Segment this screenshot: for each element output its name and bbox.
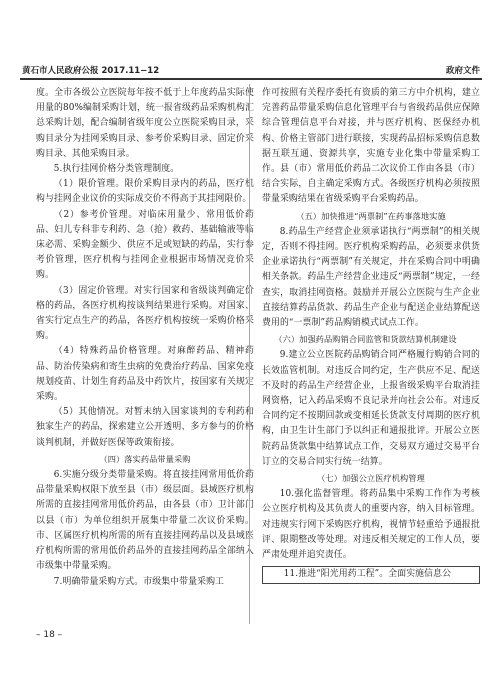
- paragraph: 6.实施分级分类带量采购。将直接挂网常用低价药品带量采购权限下放至县（市）级层面。县域医疗机构所需的直接挂网常用低价药品，由各县（市）卫计部门以县（市）为单位组织开展集中带量二次议价采购。市、区属医疗机构所需的所有直接挂网药品以及县域医疗机构所需的常用低价药品外的直接挂网药品全部纳入市级集中带量采购。: [36, 470, 254, 572]
- header-rule: [20, 78, 482, 80]
- page-number: – 18 –: [36, 630, 63, 640]
- column-divider: [249, 84, 250, 624]
- section-subheading: （六）加强药品购销合同监管和货款结算机制建设: [274, 334, 457, 345]
- paragraph: 10.强化监督管理。将药品集中采购工作作为考核公立医疗机构及其负责人的重要内容，纳入目标管理。对违规实行网下采购医疗机构，视情节轻重给予通报批评、限期整改等处理。对违反相关规定的工作人员，要严肃处理并追究责任。: [262, 489, 480, 561]
- right-column: [262, 86, 480, 584]
- paragraph: 11.推进“阳光用药工程”。全面实施信息公: [262, 566, 480, 583]
- paragraph: 5.执行挂网价格分类管理制度。: [53, 164, 180, 175]
- paragraph: （1）限价管理。限价采购目录内的药品，医疗机构与挂网企业议价的实际成交价不得高于其挂网限价。: [36, 179, 254, 205]
- paragraph: 度。全市各级公立医院每年按不低于上年度药品实际使用量的80%编制采购计划，统一报省级药品采购机构汇总采购计划，配合编制省级年度公立医院采购目录，采购目录分为挂网采购目录、参考价采购目录、固定价采购目录、其他采购目录。: [36, 88, 254, 159]
- section-subheading: （七）加强公立医疗机构管理: [317, 473, 425, 484]
- section-subheading: （五）加快推进“两票制”在药事落地实施: [296, 210, 446, 221]
- left-column: [36, 86, 254, 590]
- paragraph: 9.建立公立医院药品购销合同严格履行购销合同的长效监管机制。对违反合同约定，生产供应不足、配送不及时的药品生产经营企业，上报省级采购平台取消挂网资格，记入药品采购不良记录并向社会公布。对违反合同约定不按期回款或变相延长货款支付周期的医疗机构，由卫生计生部门予以纠正和通报批评。开展公立医院药品货款集中结算试点工作，交易双方通过交易平台订立的交易合同实行统一结算。: [262, 350, 480, 467]
- paragraph: （3）固定价管理。对实行国家和省级谈判确定价格的药品，各医疗机构按谈判结果进行采购。对国家、省实行定点生产的药品，各医疗机构按统一采购价格采购。: [36, 285, 254, 342]
- paragraph: 8.药品生产经营企业须承诺执行“两票制”的相关规定，否则不得挂网。医疗机构采购药品，必须要求供货企业承诺执行“两票制”有关规定，并在采购合同中明确相关条款。药品生产经营企业违反“两票制”规定，一经查实，取消挂网资格。鼓励并开展公立医院与生产企业直接结算药品货款、药品生产企业与配送企业结算配送费用的“一票制”药品购销模式试点工作。: [262, 226, 480, 329]
- section-subheading: （四）落实药品带量采购: [99, 453, 191, 464]
- paragraph: （2）参考价管理。对临床用量少、常用低价药品、妇儿专科非专利药、急（抢）救药、基础输液等临床必需、采购金额少、供应不足或短缺的药品，实行参考价管理，医疗机构与挂网企业根据市场情况竞价采购。: [36, 209, 254, 281]
- header-publication-title: 黄石市人民政府公报 2017.11−12: [22, 66, 160, 76]
- page-header: [20, 62, 482, 78]
- paragraph: （5）其他情况。对暂未纳入国家谈判的专利药和独家生产的药品，探索建立公开透明、多方参与的价格谈判机制，并做好医保等政策衔接。: [36, 407, 254, 448]
- paragraph: 7.明确带量采购方式。市级集中带量采购工: [53, 576, 225, 587]
- paragraph: （4）特殊药品价格管理。对麻醉药品、精神药品、防治传染病和寄生虫病的免费治疗药品、国家免疫规划疫苗、计划生育药品及中药饮片，按国家有关规定采购。: [36, 346, 254, 403]
- header-section-title: 政府文件: [445, 66, 480, 76]
- paragraph: 作可按照有关程序委托有资质的第三方中介机构，建立完善药品带量采购信息化管理平台与省级药品供应保障综合管理信息平台对接，并与医疗机构、医保经办机构、价格主管部门进行联接，实现药品招标采购信息数据互联互通、资源共享，实施专业化集中带量采购工作。县（市）常用低价药品二次议价工作由各县（市）结合实际，自主确定采购方式。各级医疗机构必须按照带量采购结果在省级采购平台采购药品。: [262, 88, 480, 205]
